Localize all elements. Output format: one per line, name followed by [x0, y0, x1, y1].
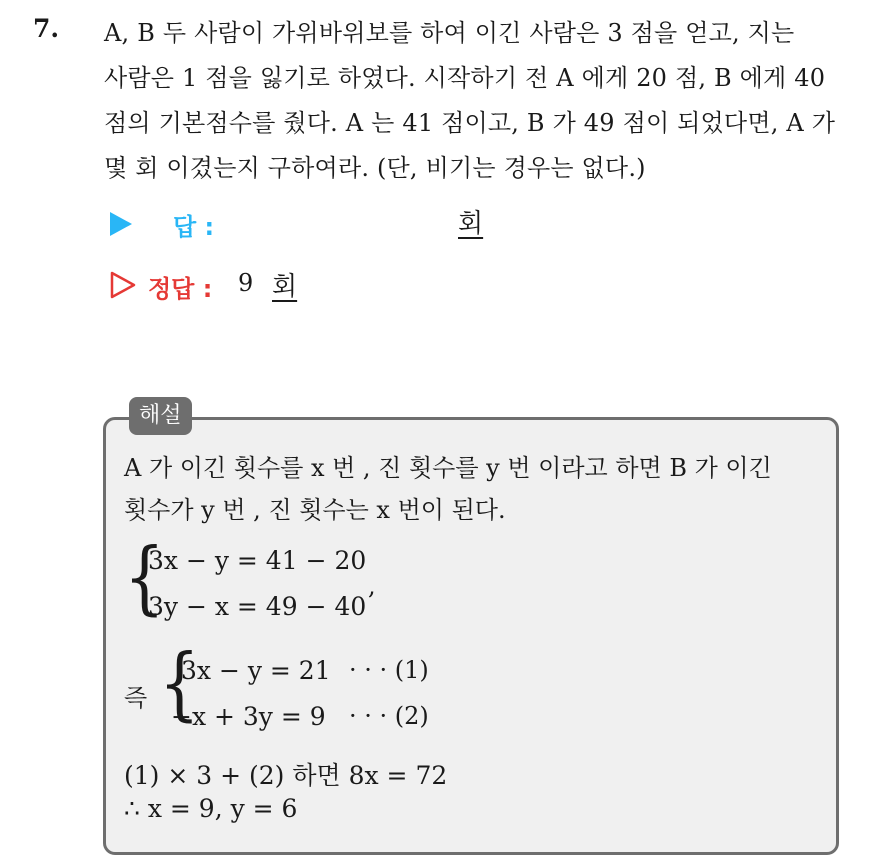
left-brace-1: { [124, 531, 165, 625]
answer-label: 답 : [173, 213, 215, 241]
solution-tag: 해설 [129, 397, 192, 435]
solution-step-1: (1) × 3 + (2) 하면 8x = 72 [124, 761, 448, 790]
answer-row [110, 203, 510, 243]
system1-eq-2: 3y − x = 49 − 40 [148, 592, 367, 621]
jeuk-label: 즉 [124, 684, 148, 712]
correct-answer-unit: 회 [272, 272, 298, 302]
system2-eq-2: −x + 3y = 9 [171, 702, 326, 731]
system1-comma: , [368, 572, 376, 600]
solution-line-2: 횟수가 y 번 , 진 횟수는 x 번이 된다. [124, 496, 506, 524]
correct-answer-value: 9 [238, 269, 254, 297]
system2-eq-1: 3x − y = 21 [181, 656, 331, 685]
outline-triangle-icon [110, 271, 136, 299]
solution-line-1: A 가 이긴 횟수를 x 번 , 진 횟수를 y 번 이라고 하면 B 가 이긴 [124, 454, 772, 482]
question-number: 7. [33, 14, 60, 43]
equation-mark-1: · · · (1) [349, 656, 429, 684]
left-brace-2: { [159, 637, 200, 731]
answer-unit: 회 [458, 209, 484, 239]
play-triangle-icon [110, 212, 132, 236]
question-line-4: 몇 회 이겼는지 구하여라. (단, 비기는 경우는 없다.) [104, 154, 646, 182]
equation-mark-2: · · · (2) [349, 702, 429, 730]
question-line-3: 점의 기본점수를 줬다. A 는 41 점이고, B 가 49 점이 되었다면, A 가 [104, 109, 836, 137]
question-text [104, 11, 864, 191]
question-line-2: 사람은 1 점을 잃기로 하였다. 시작하기 전 A 에게 20 점, B 에게 40 [104, 64, 826, 92]
correct-answer-row [110, 265, 510, 305]
correct-answer-label: 정답 : [148, 275, 213, 303]
solution-step-2: ∴ x = 9, y = 6 [124, 794, 298, 823]
system1-eq-1: 3x − y = 41 − 20 [148, 546, 367, 575]
question-line-1: A, B 두 사람이 가위바위보를 하여 이긴 사람은 3 점을 얻고, 지는 [104, 19, 795, 47]
